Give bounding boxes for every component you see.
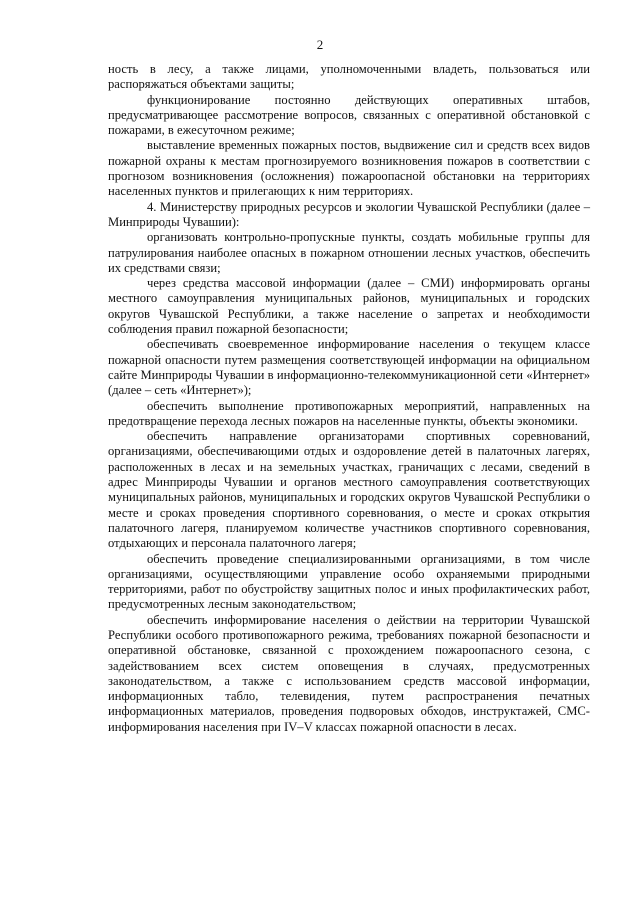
document-body [108,62,590,735]
page-number: 2 [316,37,324,52]
paragraph: обеспечить проведение специализированными организациями, в том числе организациями, осуществляющими управление особо охраняемыми природными территориями, работ по обустройству защитных полос и иных профилактических работ, предусмотренных лесным законодательством; [108,551,590,612]
paragraph: обеспечить направление организаторами спортивных соревнований, организациями, обеспечивающими отдых и оздоровление детей в палаточных лагерях, расположенных в лесах и на земельных участках, граничащих с лесами, сведений в адрес Минприроды Чувашии и органов местного самоуправления соответствующих муниципальных районов, муниципальных и городских округов Чувашской Республики о месте и сроках проведения спортивного соревнования, о месте и сроках открытия палаточного лагеря, планируемом количестве участников спортивного соревнования, отдыхающих и персонала палаточного лагеря; [108,429,590,551]
paragraph: организовать контрольно-пропускные пункты, создать мобильные группы для патрулирования наиболее опасных в пожарном отношении лесных участков, обеспечить их средствами связи; [108,230,590,275]
paragraph: выставление временных пожарных постов, выдвижение сил и средств всех видов пожарной охраны к местам прогнозируемого возникновения пожаров в соответствии с прогнозом возникновения (осложнения) пожароопасной обстановки на территориях населенных пунктов и прилегающих к ним территориях. [108,138,590,199]
paragraph: обеспечивать своевременное информирование населения о текущем классе пожарной опасности путем размещения соответствующей информации на официальном сайте Минприроды Чувашии в информационно-телекоммуникационной сети «Интернет» (далее – сеть «Интернет»); [108,337,590,398]
paragraph: через средства массовой информации (далее – СМИ) информировать органы местного самоуправления муниципальных районов, муниципальных и городских округов Чувашской Республики, а также население о запретах и необходимости соблюдения правил пожарной безопасности; [108,276,590,337]
paragraph: обеспечить информирование населения о действии на территории Чувашской Республики особого противопожарного режима, требованиях пожарной безопасности и оперативной обстановке, связанной с прохождением пожароопасного сезона, с задействованием всех систем оповещения в случаях, предусмотренных законодательством, а также с использованием средств массовой информации, информационных табло, телевидения, путем распространения печатных информационных материалов, проведения подворовых обходов, инструктажей, СМС-информирования населения при IV–V классах пожарной опасности в лесах. [108,612,590,734]
paragraph: обеспечить выполнение противопожарных мероприятий, направленных на предотвращение перехода лесных пожаров на населенные пункты, объекты экономики. [108,398,590,428]
paragraph-section-4: 4. Министерству природных ресурсов и экологии Чувашской Республики (далее – Минприроды Чувашии): [108,199,590,229]
paragraph-continuation: ность в лесу, а также лицами, уполномоченными владеть, пользоваться или распоряжаться объектами защиты; [108,62,590,92]
paragraph: функционирование постоянно действующих оперативных штабов, предусматривающее рассмотрение вопросов, связанных с оперативной обстановкой с пожарами, в ежесуточном режиме; [108,92,590,138]
